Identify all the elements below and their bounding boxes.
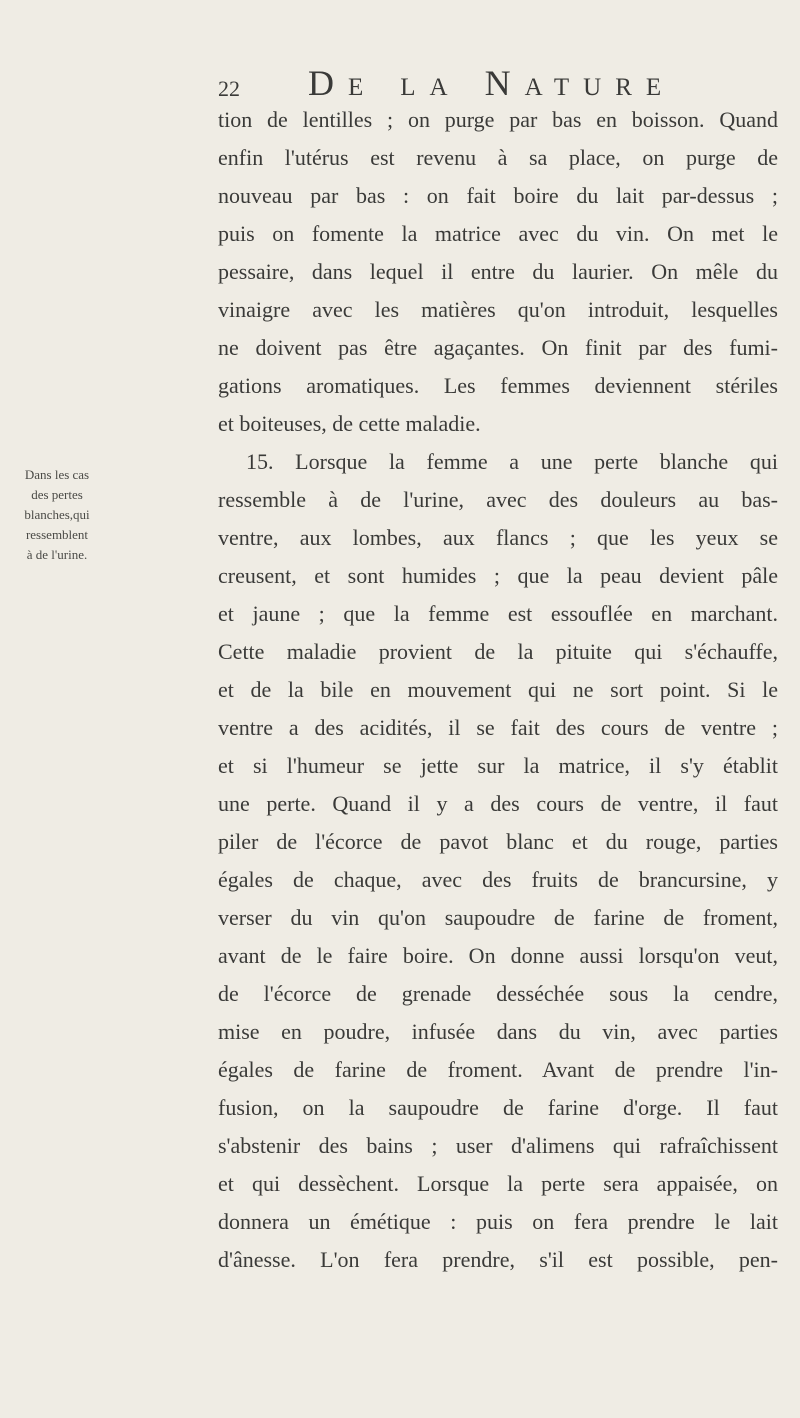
margin-note-line: Dans les cas xyxy=(24,467,90,482)
text-line: de l'écorce de grenade desséchée sous la cendre, xyxy=(218,981,778,1006)
text-line: piler de l'écorce de pavot blanc et du rouge, parties xyxy=(218,829,778,854)
text-line: et jaune ; que la femme est essouflée en marchant. xyxy=(218,601,778,626)
body-text xyxy=(218,101,778,1279)
text-line: égales de farine de froment. Avant de prendre l'in- xyxy=(218,1057,778,1082)
margin-note-line: à de l'urine. xyxy=(26,547,88,562)
text-line: égales de chaque, avec des fruits de brancursine, y xyxy=(218,867,778,892)
margin-note-line: des pertes xyxy=(31,487,83,502)
text-line: ventre a des acidités, il se fait des cours de ventre ; xyxy=(218,715,778,740)
text-line: ressemble à de l'urine, avec des douleurs au bas- xyxy=(218,487,778,512)
text-line: donnera un émétique : puis on fera prendre le lait xyxy=(218,1209,778,1234)
margin-note-line: blanches,qui xyxy=(24,507,90,522)
margin-note-line: ressemblent xyxy=(25,527,89,542)
page-number: 22 xyxy=(218,76,240,101)
margin-note xyxy=(2,465,112,565)
text-line: une perte. Quand il y a des cours de ventre, il faut xyxy=(218,791,778,816)
text-line: vinaigre avec les matières qu'on introduit, lesquelles xyxy=(218,297,778,322)
text-line: d'ânesse. L'on fera prendre, s'il est possible, pen- xyxy=(218,1247,778,1272)
text-line: ne doivent pas être agaçantes. On finit par des fumi- xyxy=(218,335,778,360)
text-line: s'abstenir des bains ; user d'alimens qui rafraîchissent xyxy=(218,1133,778,1158)
text-line: creusent, et sont humides ; que la peau devient pâle xyxy=(218,563,778,588)
running-title: De la Nature xyxy=(308,63,676,103)
text-line: tion de lentilles ; on purge par bas en boisson. Quand xyxy=(218,107,778,132)
text-line: enfin l'utérus est revenu à sa place, on purge de xyxy=(218,145,778,170)
text-line: puis on fomente la matrice avec du vin. On met le xyxy=(218,221,778,246)
text-line: et qui dessèchent. Lorsque la perte sera appaisée, on xyxy=(218,1171,778,1196)
text-line: fusion, on la saupoudre de farine d'orge. Il faut xyxy=(218,1095,778,1120)
text-line: nouveau par bas : on fait boire du lait par-dessus ; xyxy=(218,183,778,208)
text-line: et boiteuses, de cette maladie. xyxy=(218,411,481,436)
text-line: gations aromatiques. Les femmes deviennent stériles xyxy=(218,373,778,398)
page-header xyxy=(218,62,778,102)
paragraph-start-line: 15. Lorsque la femme a une perte blanche qui xyxy=(246,449,778,474)
text-line: Cette maladie provient de la pituite qui s'échauffe, xyxy=(218,639,778,664)
text-line: ventre, aux lombes, aux flancs ; que les yeux se xyxy=(218,525,778,550)
text-line: et si l'humeur se jette sur la matrice, il s'y établit xyxy=(218,753,778,778)
text-line: verser du vin qu'on saupoudre de farine de froment, xyxy=(218,905,778,930)
text-line: avant de le faire boire. On donne aussi lorsqu'on veut, xyxy=(218,943,778,968)
text-line: mise en poudre, infusée dans du vin, avec parties xyxy=(218,1019,778,1044)
text-line: et de la bile en mouvement qui ne sort point. Si le xyxy=(218,677,778,702)
text-line: pessaire, dans lequel il entre du laurier. On mêle du xyxy=(218,259,778,284)
